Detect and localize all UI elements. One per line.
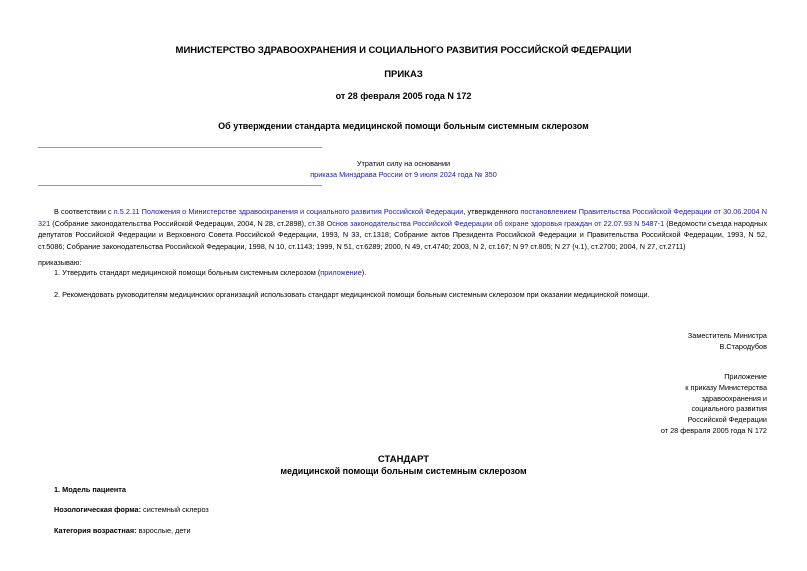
order-date-number: от 28 февраля 2005 года N 172 xyxy=(335,91,472,101)
nosology-value: системный склероз xyxy=(141,505,209,514)
signatory-position: Заместитель Министра xyxy=(687,331,767,340)
nosology-label: Нозологическая форма: xyxy=(54,505,142,514)
lost-force-link[interactable]: приказа Минздрава России от 9 июля 2024 года № 350 xyxy=(310,170,497,179)
regulation-link[interactable]: п.5.2.11 Положения о Министерстве здравоохранения и социального развития Российской Федерации xyxy=(113,207,464,216)
divider-top xyxy=(38,147,322,148)
order-item-2: 2. Рекомендовать руководителям медицинских организаций использовать стандарт медицинской помощи больным системным склерозом при оказании медицинской помощи. xyxy=(54,290,650,299)
age-category-value: взрослые, дети xyxy=(136,526,191,535)
basis-text-1: В соответствии с xyxy=(54,207,114,216)
order-item-1-end: ). xyxy=(361,268,367,277)
lost-force-link-line xyxy=(0,170,807,179)
government-decree-link[interactable]: постановлением Правительства Российской Федерации от 30.06.2004 N 321 xyxy=(38,207,767,228)
signature-block xyxy=(688,331,767,353)
appendix-block xyxy=(661,372,767,437)
standard-subtitle: медицинской помощи больным системным склерозом xyxy=(280,466,527,476)
order-intro: приказываю: xyxy=(38,258,82,267)
basis-text-4: (Ведомости съезда народных депутатов Российской Федерации и Верховного Совета Российской Федерации, 1993, N 33, ст.1318; Собрание актов Президента Российской Федерации и Правительства Российской Федерации, 1993, N 52, ст.5086; Собрание законодательства Российской Федерации, 1998, N 10, ст.1143; 1999, N 51, ст.6289; 2000, N 49, ст.4740; 2003, N 2, ст.167; N 9? ст.805; N 27 (ч.1), ст.2700; 2004, N 27, ст.2711) xyxy=(38,218,767,251)
nosology-line xyxy=(54,505,209,514)
appendix-line-3: здравоохранения и xyxy=(701,393,767,403)
age-category-line xyxy=(54,526,191,535)
appendix-line-1: Приложение xyxy=(724,372,767,381)
signatory-name: В.Стародубов xyxy=(719,341,767,351)
divider-bottom xyxy=(38,185,322,186)
lost-force-note: Утратил силу на основании xyxy=(356,159,451,168)
standard-title: СТАНДАРТ xyxy=(377,454,430,465)
ministry-heading: МИНИСТЕРСТВО ЗДРАВООХРАНЕНИЯ И СОЦИАЛЬНОГО РАЗВИТИЯ РОССИЙСКОЙ ФЕДЕРАЦИИ xyxy=(175,45,632,56)
doc-type-heading: ПРИКАЗ xyxy=(384,69,423,80)
age-category-label: Категория возрастная: xyxy=(54,526,137,535)
basis-paragraph xyxy=(38,206,767,252)
order-item-1-text: 1. Утвердить стандарт медицинской помощи больным системным склерозом ( xyxy=(54,268,321,277)
appendix-link[interactable]: приложение xyxy=(320,268,362,277)
order-item-1 xyxy=(54,268,366,277)
appendix-line-6: от 28 февраля 2005 года N 172 xyxy=(660,425,767,435)
health-law-link[interactable]: ст.38 Основ законодательства Российской Федерации об охране здоровья граждан от 22.07.93 N 5487-1 xyxy=(308,218,665,228)
basis-text-3: (Собрание законодательства Российской Федерации, 2004, N 28, ст.2898), xyxy=(50,218,309,228)
basis-text-2: , утвержденного xyxy=(463,207,521,216)
appendix-line-4: социального развития xyxy=(691,404,767,414)
appendix-line-5: Российской Федерации xyxy=(687,415,767,425)
appendix-line-2: к приказу Министерства xyxy=(685,382,767,392)
section-patient-model: 1. Модель пациента xyxy=(54,485,126,494)
order-subject: Об утверждении стандарта медицинской помощи больным системным склерозом xyxy=(218,121,589,131)
